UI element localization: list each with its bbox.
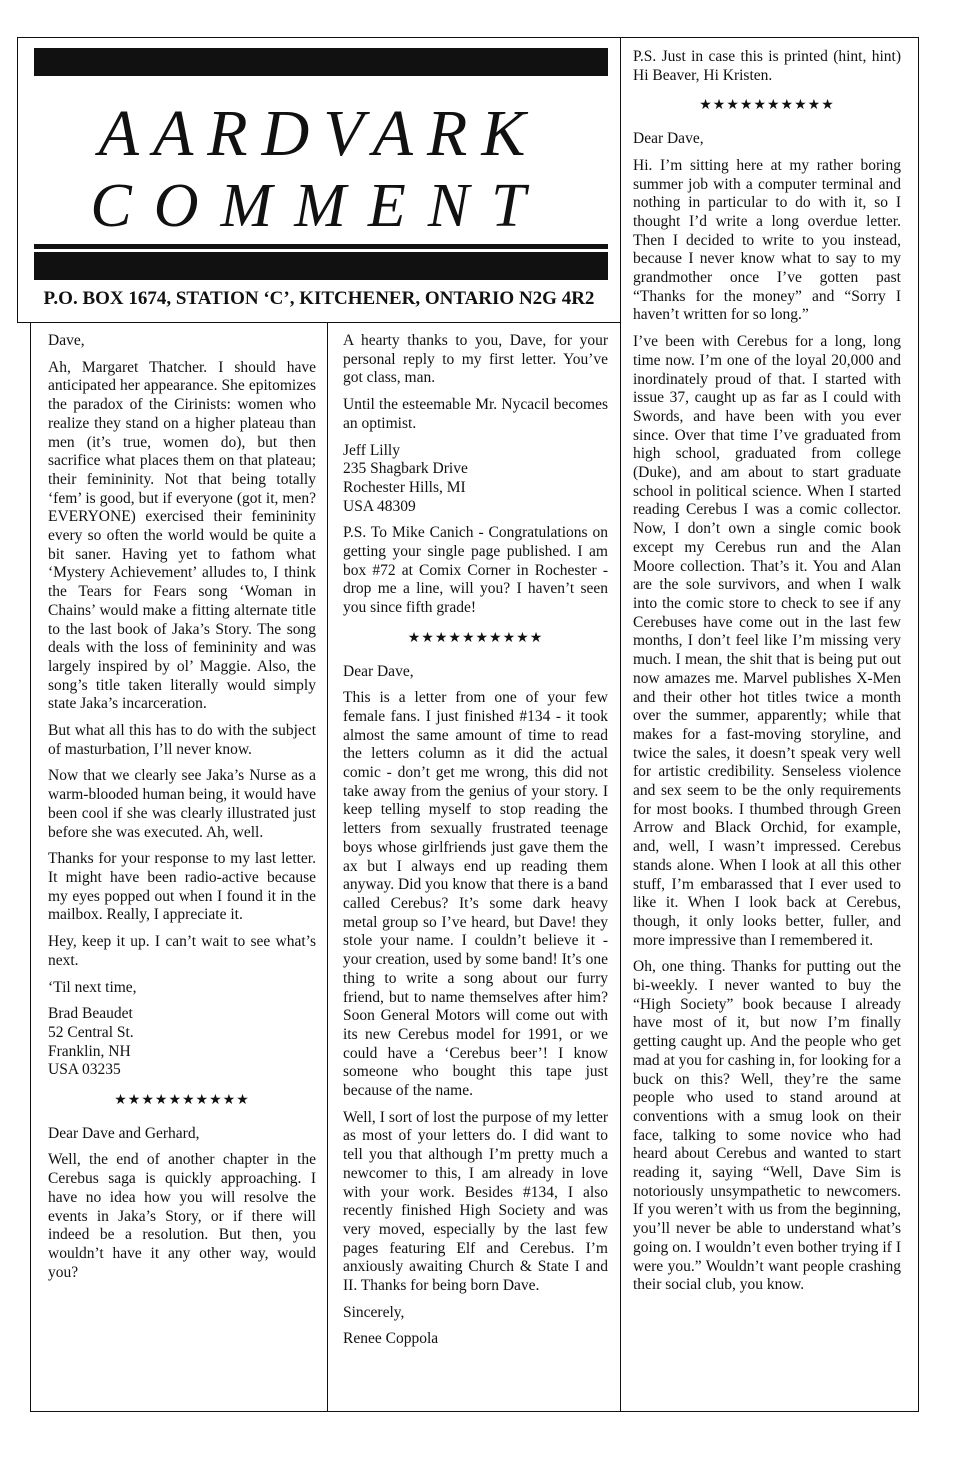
masthead-rule-bottom	[34, 244, 608, 249]
letter-paragraph: Dear Dave,	[633, 130, 704, 148]
letter-paragraph: Oh, one thing. Thanks for putting out the bi-weekly. I never wanted to buy the “High Society” book because I already have most of it, but now I’m finally getting caught up. And the people who get mad at you for cashing in, for looking for a buck on this? Well, they’re the same people who used to stand around at conventions with a smug look on their face, talking to some novice who had heard about Cerebus and wanted to start reading it, saying “Well, Dave Sim is notoriously unsympathetic to newcomers. If you weren’t with us from the beginning, you’ll never be able to understand what’s going on. I wouldn’t even bother trying if I were you.” Wouldn’t want people crashing their social club, you know.	[633, 958, 901, 1294]
mailing-address: P.O. BOX 1674, STATION ‘C’, KITCHENER, ONTARIO N2G 4R2	[43, 288, 595, 309]
letter-paragraph: Thanks for your response to my last letter. It might have been radio-active because my eyes popped out when I found it in the mailbox. Really, I appreciate it.	[48, 850, 316, 924]
signature-line: 52 Central St.	[48, 1023, 134, 1041]
letter-paragraph: Hi. I’m sitting here at my rather boring summer job with a computer terminal and nothing in particular to do with it, so I thought I’d write a long overdue letter. Then I decided to write to you instead, because I never know what to say to my grandmother once I’ve gotten past “Thanks for the money” and “Sorry I haven’t written for so long.”	[633, 156, 901, 324]
letter-paragraph: Dave,	[48, 332, 85, 349]
letter-paragraph: P.S. To Mike Canich - Congratulations on getting your single page published. I am box #72 at Comix Corner in Rochester - drop me a line, will you? I haven’t seen you since fifth grade!	[343, 524, 608, 617]
masthead-title-line1: AARDVARK	[98, 97, 540, 170]
letter-paragraph: This is a letter from one of your few female fans. I just finished #134 - it took almost the same amount of time to read the letters column as it did the actual comic - don’t get me wrong, this did not take away from the genius of your story. I keep telling myself to stop reading the letters from sexually frustrated teenage boys whose girlfriends just gave them the ax but I always end up reading them anyway. Did you know that there is a band called Cerebus? It’s some dark heavy metal group so I’ve heard, but Dave! they stole your name. I couldn’t believe it - your creation, used by some band! It’s one thing to write a song about our furry friend, but to name themselves after him? Soon General Motors will come out with its new Cerebus model for 1991, or we could have a ‘Cerebus beer’! I know someone who bought this tape just because of the name.	[343, 689, 608, 1100]
letter-paragraph: Renee Coppola	[343, 1330, 439, 1348]
letter-paragraph: Dear Dave,	[343, 662, 414, 680]
letter-paragraph: ‘Til next time,	[48, 978, 137, 996]
letter-paragraph: Sincerely,	[343, 1303, 405, 1321]
letters-column-2	[327, 322, 621, 1412]
letter-paragraph: Now that we clearly see Jaka’s Nurse as a warm-blooded human being, it would have been cool if she was clearly illustrated just before she was executed. Ah, well.	[48, 767, 316, 841]
letter-paragraph: Well, I sort of lost the purpose of my letter as most of your letters do. I did want to tell you that although I’m pretty much a newcomer to this, I am already in love with your work. Besides #134, I also recently finished High Society and was very moved, especially by the last few pages featuring Elf and Cerebus. I’m anxiously awaiting Church & State I and II. Thanks for being born Dave.	[343, 1108, 608, 1295]
signature-line: 235 Shagbark Drive	[343, 460, 468, 478]
letters-column-1	[30, 322, 328, 1412]
letter-paragraph: Well, the end of another chapter in the Cerebus saga is quickly approaching. I have no idea how you will resolve the events in Jaka’s Story, or if there will indeed be a resolution. But then, you wouldn’t have it any other way, would you?	[48, 1151, 316, 1281]
letter-paragraph: A hearty thanks to you, Dave, for your personal reply to my first letter. You’ve got class, man.	[343, 332, 608, 387]
signature-line: Rochester Hills, MI	[343, 478, 466, 496]
signature-line: Franklin, NH	[48, 1042, 131, 1060]
masthead-rule-top	[34, 71, 608, 76]
masthead-title-line2: COMMENT	[90, 172, 548, 240]
signature-line: USA 03235	[48, 1061, 121, 1079]
letter-paragraph: Until the esteemable Mr. Nycacil becomes an optimist.	[343, 396, 608, 432]
letters-column-3	[620, 37, 919, 1412]
signature-line: USA 48309	[343, 497, 416, 515]
letter-separator-stars: ★★★★★★★★★★	[114, 1093, 250, 1109]
masthead-bar-bottom	[34, 252, 608, 280]
masthead	[17, 37, 621, 323]
letter-paragraph: Dear Dave and Gerhard,	[48, 1124, 200, 1142]
letter-paragraph: Hey, keep it up. I can’t wait to see what’s next.	[48, 933, 316, 969]
letter-paragraph: P.S. Just in case this is printed (hint, hint) Hi Beaver, Hi Kristen.	[633, 48, 901, 84]
letter-paragraph: But what all this has to do with the subject of masturbation, I’ll never know.	[48, 722, 316, 758]
signature-line: Brad Beaudet	[48, 1005, 133, 1023]
letter-separator-stars: ★★★★★★★★★★	[407, 630, 544, 646]
letter-separator-stars: ★★★★★★★★★★	[699, 98, 835, 114]
letter-paragraph: Ah, Margaret Thatcher. I should have anticipated her appearance. She epitomizes the paradox of the Cirinists: women who realize they stand on a higher plateau than men (it’s true, women do), but then sacrifice what places them on that plateau; their femininity. Not that being totally ‘fem’ is good, but if everyone (got it, men? EVERYONE) exercised their femininity every so often the world would be quite a bit saner. Having yet to fathom what ‘Mystery Achievement’ alludes to, I think the Tears for Fears song ‘Woman in Chains’ would make a fitting alternate title to the last book of Jaka’s Story. The song deals with the loss of femininity and was largely inspired by ol’ Maggie. Also, the song’s title taken literally would simply state Jaka’s incarceration.	[48, 358, 316, 713]
letter-paragraph: I’ve been with Cerebus for a long, long time now. I’m one of the loyal 20,000 and inordinately proud of that. I started with issue 37, caught up as far as I could with Swords, and have been with you ever since. Over that time I’ve graduated from high school, graduated from college (Duke), and am about to start graduate school in political science. When I started reading Cerebus I was a comic collector. Now, I don’t own a single comic book except my Cerebus run and the Alan Moore collection. That’s it. You and Alan are the sole survivors, and when I walk into the comic store to check to see if any Cerebuses have come out in the last few months, I don’t feel like I’m missing very much. I mean, the shit that is being put out now amazes me. Marvel publishes X-Men and their other hot titles twice a month over the summer, apparently; while that makes for a fast-moving storyline, and twice the sales, it doesn’t speak very well for artistic credibility. Senseless violence and sex seem to be the only requirements for most books. I thumbed through Green Arrow and Black Orchid, for example, and, well, I wasn’t impressed. Cerebus stands alone. When I look at all this other stuff, I’m embarassed that I ever used to like it. When I look back at Cerebus, though, it only looks better, fuller, and more impressive than I remembered it.	[633, 333, 901, 949]
signature-line: Jeff Lilly	[343, 441, 400, 459]
